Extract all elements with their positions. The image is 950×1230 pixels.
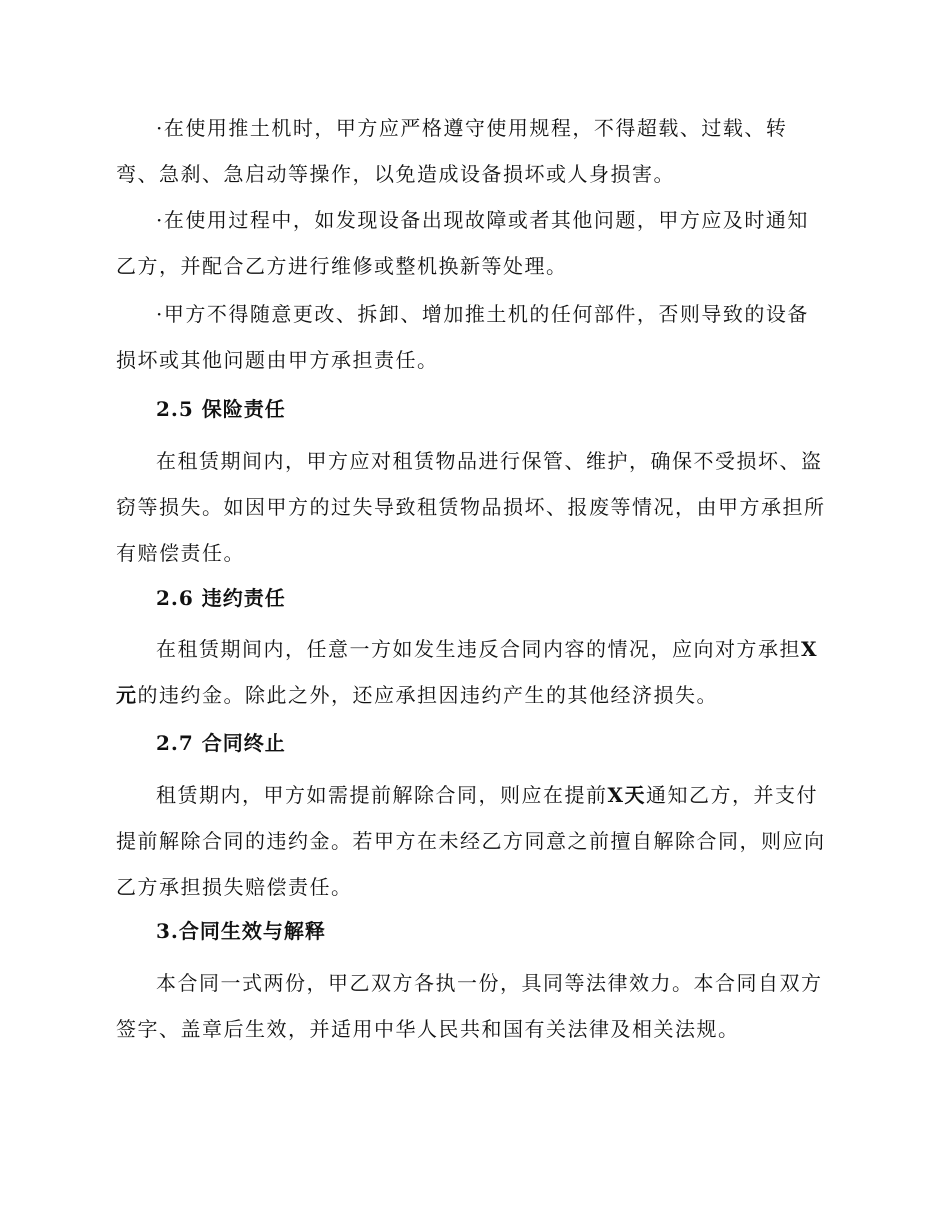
section-heading-breach: 2.6 违约责任 [156,586,286,610]
section-heading-effectiveness: 3.合同生效与解释 [156,919,326,943]
clause-bulldozer-usage: ·在使用推土机时，甲方应严格遵守使用规程，不得超载、过载、转弯、急刹、急启动等操作，以免造成设备损坏或人身损害。 [116,116,788,186]
clause-breach-text-a: 在租赁期间内，任意一方如发生违反合同内容的情况，应向对方承担 [156,637,801,661]
clause-no-modification: ·甲方不得随意更改、拆卸、增加推土机的任何部件，否则导致的设备损坏或其他问题由甲方承担责任。 [116,302,809,372]
clause-fault-notification: ·在使用过程中，如发现设备出现故障或者其他问题，甲方应及时通知乙方，并配合乙方进行维修或整机换新等处理。 [116,208,809,278]
clause-termination [116,772,828,910]
penalty-amount: X元 [116,637,819,707]
notice-period: X天 [607,783,647,807]
clause-insurance: 在租赁期间内，甲方应对租赁物品进行保管、维护，确保不受损坏、盗窃等损失。如因甲方的过失导致租赁物品损坏、报废等情况，由甲方承担所有赔偿责任。 [116,449,826,565]
section-heading-termination: 2.7 合同终止 [156,731,286,755]
clause-effectiveness: 本合同一式两份，甲乙双方各执一份，具同等法律效力。本合同自双方签字、盖章后生效，并适用中华人民共和国有关法律及相关法规。 [116,971,823,1041]
clause-termination-text-a: 租赁期内，甲方如需提前解除合同，则应在提前 [156,783,608,807]
clause-termination-text-b: 通知乙方，并支付提前解除合同的违约金。若甲方在未经乙方同意之前擅自解除合同，则应向乙方承担损失赔偿责任。 [116,783,826,899]
section-heading-insurance: 2.5 保险责任 [156,397,286,421]
clause-breach-text-b: 的违约金。除此之外，还应承担因违约产生的其他经济损失。 [137,683,718,707]
clause-breach [116,626,828,718]
